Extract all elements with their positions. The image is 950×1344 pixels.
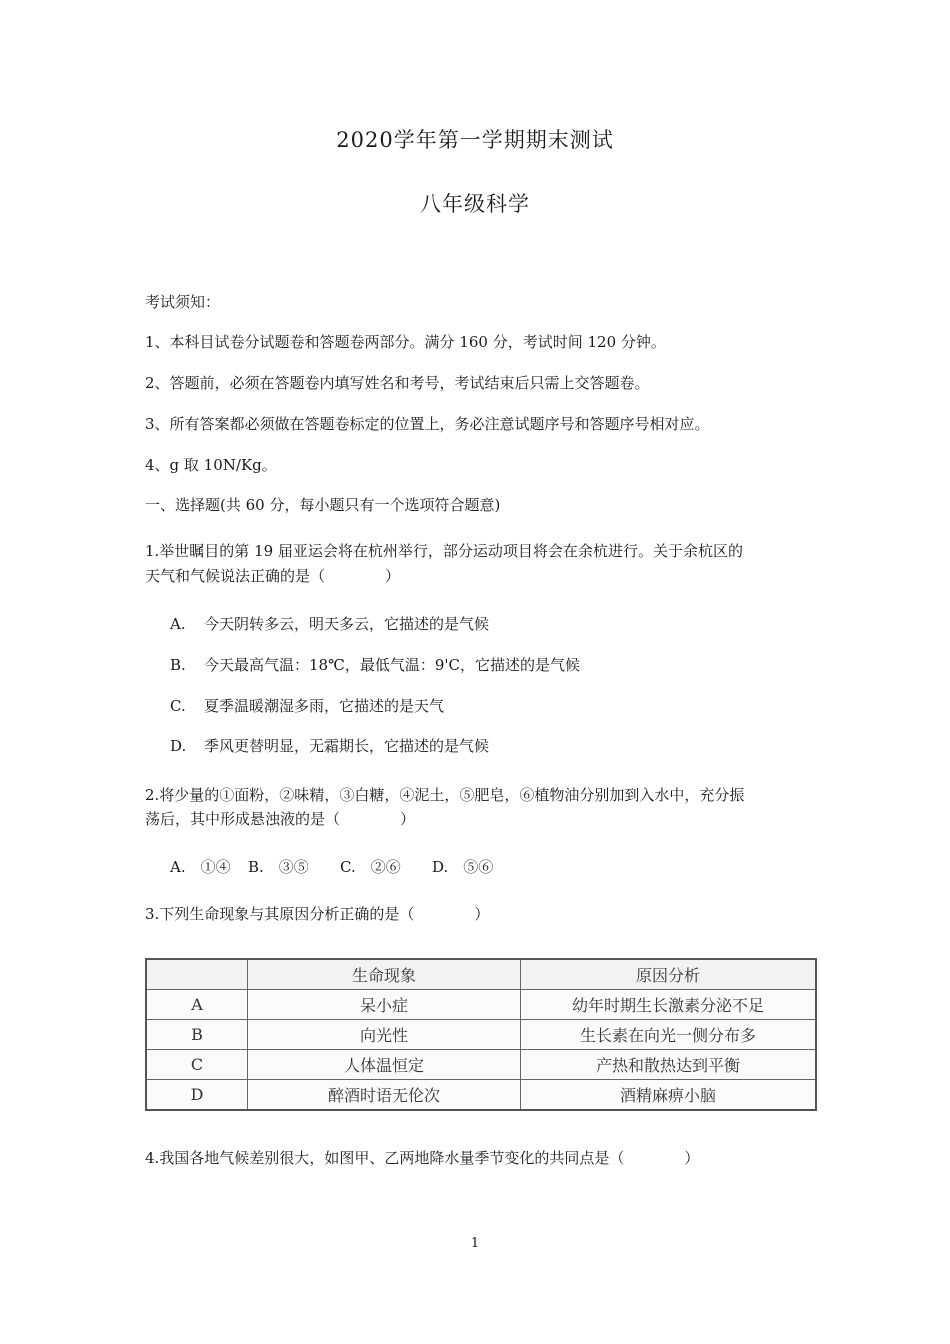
table-cell: 产热和散热达到平衡: [521, 1050, 817, 1080]
table-row: [146, 1080, 816, 1111]
question-1-option-d: [170, 736, 489, 756]
table-row: [146, 1050, 816, 1080]
table-cell: 幼年时期生长激素分泌不足: [521, 990, 817, 1020]
instruction-item: 3、所有答案都必须做在答题卷标定的位置上，务必注意试题序号和答题序号相对应。: [145, 415, 710, 433]
table-cell: C: [146, 1050, 248, 1080]
option-text: 今天最高气温：18℃，最低气温：9'C，它描述的是气候: [204, 656, 581, 674]
question-2-option-d: D. ⑤⑥: [432, 858, 494, 876]
question-1-option-c: [170, 696, 444, 716]
table-header-cell: 生命现象: [248, 959, 521, 990]
table-header-cell: [146, 959, 248, 990]
table-header-row: [146, 959, 816, 990]
option-letter: B.: [170, 656, 186, 674]
instructions-heading: 考试须知：: [145, 293, 221, 311]
question-1-option-b: [170, 655, 580, 675]
option-letter: C.: [170, 697, 186, 715]
table-cell: 醉酒时语无伦次: [248, 1080, 521, 1111]
option-letter: A.: [170, 615, 186, 633]
question-2-options: [170, 857, 493, 877]
instruction-item: 1、本科目试卷分试题卷和答题卷两部分。满分 160 分，考试时间 120 分钟。: [145, 333, 666, 351]
instruction-item: 4、g 取 10N/Kg。: [145, 456, 277, 474]
question-2-option-c: C. ②⑥: [340, 858, 401, 876]
question-2-option-a: A. ①④: [170, 858, 231, 876]
question-1-stem-cont: 天气和气候说法正确的是（ ）: [145, 567, 401, 585]
question-2-stem: 2.将少量的①面粉，②味精，③白糖，④泥土，⑤肥皂，⑥植物油分别加到入水中，充分振: [145, 786, 745, 804]
table-cell: 呆小症: [248, 990, 521, 1020]
question-2-option-b: B. ③⑤: [248, 858, 309, 876]
question-3-stem: 3.下列生命现象与其原因分析正确的是（ ）: [145, 905, 490, 923]
section-heading: 一、选择题(共 60 分，每小题只有一个选项符合题意): [145, 496, 501, 514]
question-4-stem: 4.我国各地气候差别很大，如图甲、乙两地降水量季节变化的共同点是（ ）: [145, 1149, 700, 1167]
instruction-item: 2、答题前，必须在答题卷内填写姓名和考号，考试结束后只需上交答题卷。: [145, 374, 650, 392]
question-1-option-a: [170, 614, 489, 634]
table-cell: 向光性: [248, 1020, 521, 1050]
page-title: 2020学年第一学期期末测试: [336, 128, 614, 152]
table-cell: 生长素在向光一侧分布多: [521, 1020, 817, 1050]
question-3-table: [145, 958, 817, 1111]
page-subtitle: 八年级科学: [420, 192, 530, 216]
table-cell: 人体温恒定: [248, 1050, 521, 1080]
question-2-stem-cont: 荡后，其中形成悬浊液的是（ ）: [145, 810, 416, 828]
option-text: 夏季温暖潮湿多雨，它描述的是天气: [204, 697, 445, 715]
table-cell: 酒精麻痹小脑: [521, 1080, 817, 1111]
table-cell: A: [146, 990, 248, 1020]
table-cell: D: [146, 1080, 248, 1111]
option-text: 今天阴转多云，明天多云，它描述的是气候: [204, 615, 490, 633]
table-row: [146, 1020, 816, 1050]
table-cell: B: [146, 1020, 248, 1050]
option-text: 季风更替明显，无霜期长，它描述的是气候: [204, 737, 490, 755]
option-letter: D.: [170, 737, 187, 755]
question-1-stem: 1.举世瞩目的第 19 届亚运会将在杭州举行，部分运动项目将会在余杭进行。关于余杭区的: [145, 542, 743, 560]
table-row: [146, 990, 816, 1020]
page-number: 1: [470, 1236, 480, 1251]
table-header-cell: 原因分析: [521, 959, 817, 990]
